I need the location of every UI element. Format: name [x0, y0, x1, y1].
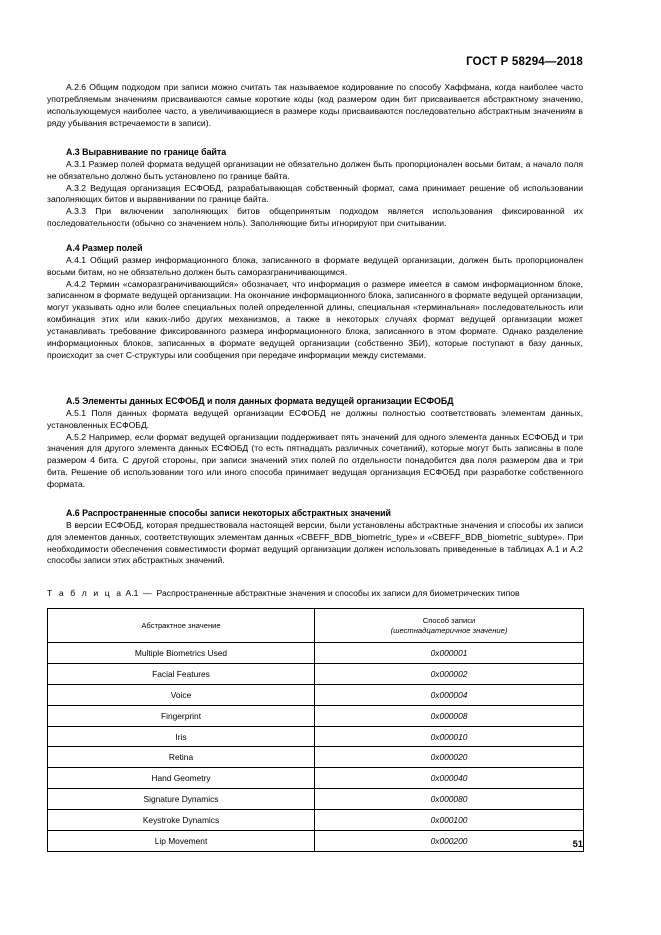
table-caption-label: Т а б л и ц а [47, 588, 124, 598]
table-row [48, 726, 584, 747]
table-header-encoding-main: Способ записи [422, 615, 476, 625]
table-row [48, 684, 584, 705]
paragraph-a-6: В версии ЕСФОБД, которая предшествовала настоящей версии, были установлены абстрактные значения и способы их записи для элементов данных, соответствующих элементам данных «CBEFF_BDB_biometric_type» и «CBEFF_BDB_biometric_subtype». При необходимости обеспечения совместимости формат ведущий организации должен использовать приведенные в таблицах А.1 и А.2 способы записи этих абстрактных значений. [47, 519, 583, 566]
table-header-row [48, 609, 584, 643]
document-header-standard-number: ГОСТ Р 58294—2018 [466, 56, 583, 68]
table-row [48, 768, 584, 789]
table-caption [47, 588, 583, 600]
cell-abstract-value: Retina [48, 747, 315, 768]
cell-hex-value: 0x000010 [315, 726, 584, 747]
heading-a-4: А.4 Размер полей [66, 243, 143, 253]
paragraph-a-2-6-block [47, 82, 583, 129]
heading-a-5: А.5 Элементы данных ЕСФОБД и поля данных формата ведущей организации ЕСФОБД [66, 396, 454, 406]
table-row [48, 831, 584, 852]
paragraph-a-5-2: А.5.2 Например, если формат ведущей организации поддерживает пять значений для одного элемента данных ЕСФОБД и три значения для другого элемента данных ЕСФОБД (то есть пятнадцать различных сочетаний), которые могут быть записаны в поле размером 4 бита. С другой стороны, при записи значений этих полей по отдельности понадобится два поля размером два и три бита. Решение об использовании того или иного способа принимает ведущая организация ЕСФОБД при разработке собственного формата. [47, 431, 583, 489]
paragraph-a-4-1: А.4.1 Общий размер информационного блока, записанного в формате ведущей организации, должен быть пропорционален восьми битам, но не обязательно должен быть саморазграничивающимся. [47, 254, 583, 277]
table-caption-text: Распространенные абстрактные значения и способы их записи для биометрических типов [156, 588, 520, 598]
paragraph-a-2-6: А.2.6 Общим подходом при записи можно считать так называемое кодирование по способу Хаффмана, когда наиболее часто употребляемым значениям присваиваются самые короткие коды (код размером один бит присваивается абстрактному значению, использующемуся наиболее часто, а увеличивающиеся в размере коды присваиваются последовательно абстрактным значениям в ряду убывания встречаемости в записи). [47, 82, 583, 128]
page-number: 51 [572, 838, 583, 849]
section-a-4-block [47, 243, 583, 361]
section-a-3-block [47, 147, 583, 230]
table-header [48, 609, 584, 643]
heading-a-3: А.3 Выравнивание по границе байта [66, 147, 227, 157]
table-caption-number: А.1 [125, 588, 139, 598]
paragraph-a-4-2: А.4.2 Термин «саморазграничивающийся» обозначает, что информация о размере имеется в самом информационном блоке, записанном в формате ведущей организации. На окончание информационного блока, записанного в формате ведущей организации, могут указывать одно или более специальных полей определенной длины, специальная «терминальная» последовательность или комбинация этих или каких-либо других механизмов, а также в некоторых случаях формат ведущей организации может устанавливать требование фиксированного размера информационного блока, записанного в этом формате. Однако разделение информационных блоков, записанных в формате ведущей организации (собственно ЗБИ), которые поступают в базу данных, происходит за счет С-структуры или сообщения при передаче информации между системами. [47, 278, 583, 360]
cell-abstract-value: Voice [48, 684, 315, 705]
table-header-encoding-sub: (шестнадцатеричное значение) [390, 625, 508, 635]
cell-abstract-value: Hand Geometry [48, 768, 315, 789]
table-row [48, 810, 584, 831]
heading-a-6: А.6 Распространенные способы записи некоторых абстрактных значений [66, 508, 391, 518]
cell-abstract-value: Fingerprint [48, 705, 315, 726]
cell-abstract-value: Keystroke Dynamics [48, 810, 315, 831]
section-a-5-block [47, 396, 583, 491]
cell-abstract-value: Signature Dynamics [48, 789, 315, 810]
table-row [48, 705, 584, 726]
cell-hex-value: 0x000004 [315, 684, 584, 705]
cell-abstract-value: Iris [48, 726, 315, 747]
cell-abstract-value: Facial Features [48, 663, 315, 684]
table-row [48, 789, 584, 810]
cell-hex-value: 0x000001 [315, 643, 584, 664]
cell-abstract-value: Lip Movement [48, 831, 315, 852]
paragraph-a-3-1: А.3.1 Размер полей формата ведущей организации не обязательно должен быть пропорционален восьми битам, а начало поля не обязательно должно быть установлено по границе байта. [47, 158, 583, 181]
table-caption-dash: — [143, 588, 152, 598]
cell-hex-value: 0x000002 [315, 663, 584, 684]
abstract-values-table [47, 608, 584, 852]
cell-hex-value: 0x000020 [315, 747, 584, 768]
paragraph-a-3-3: А.3.3 При включении заполняющих битов общепринятым подходом является использования фиксированной их последовательности (обычно со значением ноль). Заполняющие биты игнорируют при считывании. [47, 206, 583, 229]
cell-hex-value: 0x000100 [315, 810, 584, 831]
table-row [48, 747, 584, 768]
cell-hex-value: 0x000008 [315, 705, 584, 726]
table-body [48, 643, 584, 852]
paragraph-a-5-1: А.5.1 Поля данных формата ведущей организации ЕСФОБД не должны полностью соответствовать элементам данных, установленных ЕСФОБД. [47, 407, 583, 430]
table-header-abstract-value: Абстрактное значение [48, 609, 315, 643]
table-row [48, 663, 584, 684]
section-a-6-block [47, 508, 583, 567]
cell-abstract-value: Multiple Biometrics Used [48, 643, 315, 664]
cell-hex-value: 0x000200 [315, 831, 584, 852]
table-header-encoding [315, 609, 584, 643]
cell-hex-value: 0x000080 [315, 789, 584, 810]
cell-hex-value: 0x000040 [315, 768, 584, 789]
paragraph-a-3-2: А.3.2 Ведущая организация ЕСФОБД, разрабатывающая собственный формат, сама принимает решение об использовании заполняющих битов и выравнивании по границе байта. [47, 182, 583, 205]
table-row [48, 643, 584, 664]
